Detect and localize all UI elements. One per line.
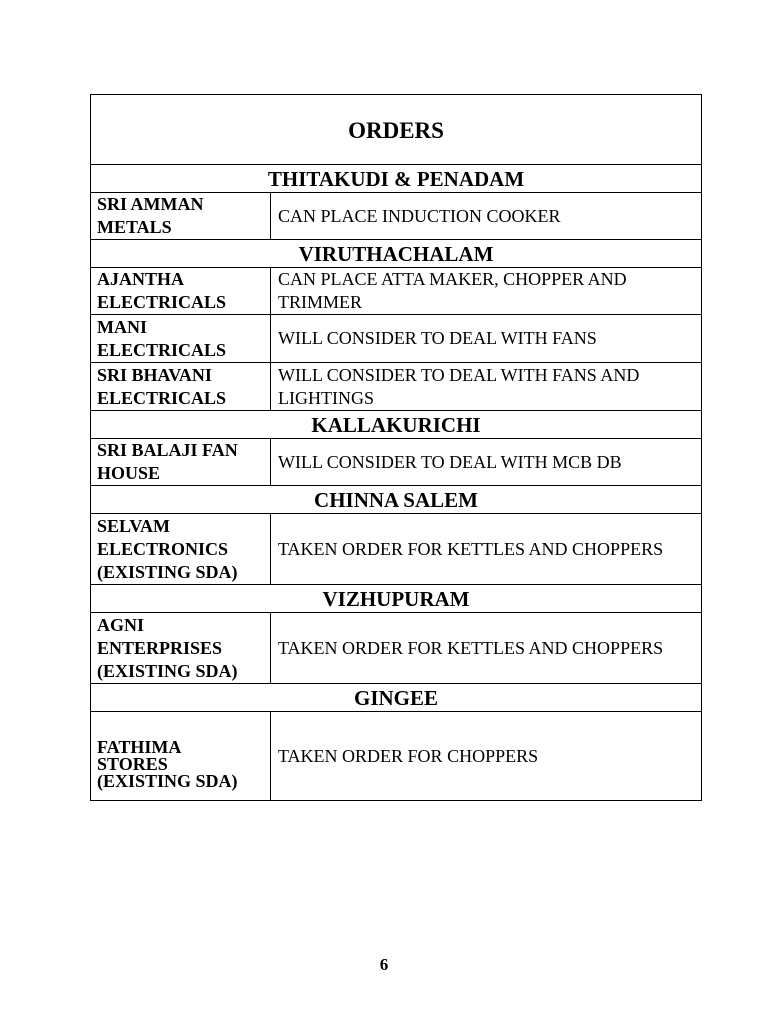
region-row bbox=[91, 165, 702, 193]
region-heading: THITAKUDI & PENADAM bbox=[91, 165, 702, 193]
order-note: WILL CONSIDER TO DEAL WITH FANS bbox=[271, 315, 702, 363]
region-heading: GINGEE bbox=[91, 684, 702, 712]
order-note: TAKEN ORDER FOR CHOPPERS bbox=[271, 712, 702, 801]
title-row bbox=[91, 95, 702, 165]
table-row bbox=[91, 514, 702, 585]
region-row bbox=[91, 411, 702, 439]
page-number: 6 bbox=[379, 955, 389, 974]
document-title: ORDERS bbox=[91, 95, 702, 165]
dealer-name: AGNI ENTERPRISES (EXISTING SDA) bbox=[91, 613, 271, 684]
region-heading: KALLAKURICHI bbox=[91, 411, 702, 439]
dealer-name: SRI AMMAN METALS bbox=[91, 193, 271, 240]
region-row bbox=[91, 486, 702, 514]
order-note: WILL CONSIDER TO DEAL WITH MCB DB bbox=[271, 439, 702, 486]
region-row bbox=[91, 240, 702, 268]
region-heading: CHINNA SALEM bbox=[91, 486, 702, 514]
order-note: TAKEN ORDER FOR KETTLES AND CHOPPERS bbox=[271, 514, 702, 585]
dealer-name: SRI BHAVANI ELECTRICALS bbox=[91, 363, 271, 411]
order-note: CAN PLACE INDUCTION COOKER bbox=[271, 193, 702, 240]
table-row bbox=[91, 268, 702, 315]
dealer-name: FATHIMA STORES (EXISTING SDA) bbox=[91, 712, 271, 801]
dealer-name: AJANTHA ELECTRICALS bbox=[91, 268, 271, 315]
region-row bbox=[91, 585, 702, 613]
dealer-name: SELVAM ELECTRONICS (EXISTING SDA) bbox=[91, 514, 271, 585]
order-note: CAN PLACE ATTA MAKER, CHOPPER AND TRIMMER bbox=[271, 268, 702, 315]
region-row bbox=[91, 684, 702, 712]
order-note: TAKEN ORDER FOR KETTLES AND CHOPPERS bbox=[271, 613, 702, 684]
table-row bbox=[91, 315, 702, 363]
orders-table bbox=[90, 94, 702, 801]
table-row bbox=[91, 363, 702, 411]
table-row bbox=[91, 712, 702, 801]
orders-table-body bbox=[91, 95, 702, 801]
dealer-name: MANI ELECTRICALS bbox=[91, 315, 271, 363]
region-heading: VIRUTHACHALAM bbox=[91, 240, 702, 268]
table-row bbox=[91, 613, 702, 684]
table-row bbox=[91, 439, 702, 486]
region-heading: VIZHUPURAM bbox=[91, 585, 702, 613]
dealer-name: SRI BALAJI FAN HOUSE bbox=[91, 439, 271, 486]
table-row bbox=[91, 193, 702, 240]
order-note: WILL CONSIDER TO DEAL WITH FANS AND LIGHTINGS bbox=[271, 363, 702, 411]
